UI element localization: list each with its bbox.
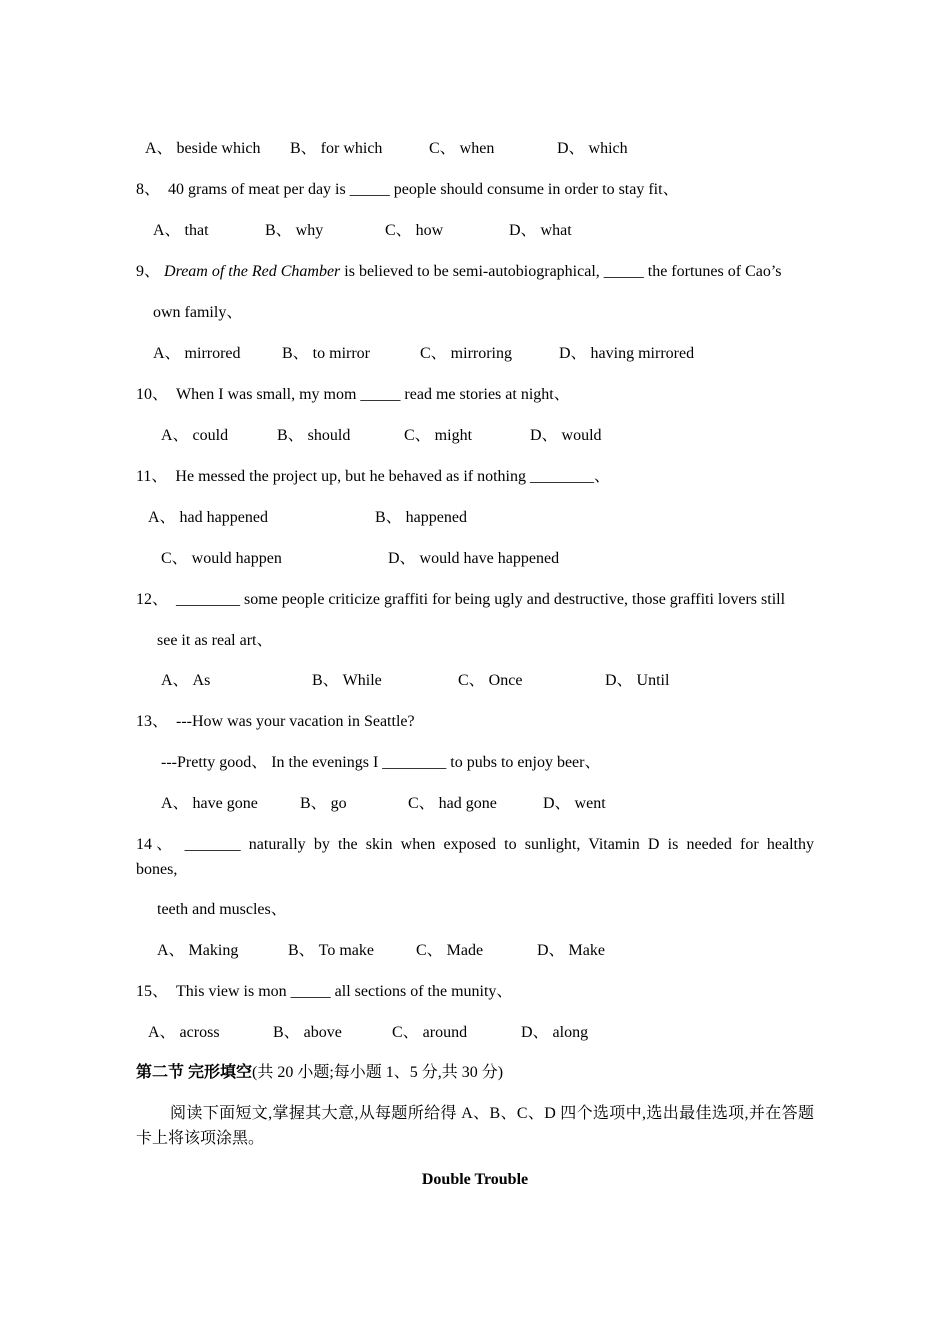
q9-book-title: Dream of the Red Chamber [164, 263, 341, 280]
q14-stem: 14、 _______ naturally by the skin when exposed to sunlight, Vitamin D is needed for healthy [136, 836, 814, 853]
q10-option-c: C、 might [404, 427, 473, 444]
q7-option-d: D、 which [557, 140, 628, 157]
q14-stem-line3: teeth and muscles、 [157, 901, 287, 918]
q14-stem-line2: bones, [136, 861, 178, 878]
q9-stem-rest: is believed to be semi-autobiographical, _____ the fortunes of Cao’s [340, 263, 782, 280]
q7-option-a: A、 beside which [145, 140, 261, 157]
q12-option-c: C、 Once [458, 672, 523, 689]
q13-option-c: C、 had gone [408, 795, 497, 812]
q14-option-d: D、 Make [537, 942, 605, 959]
section2-heading-bold: 第二节 完形填空 [136, 1064, 253, 1081]
section2-heading [136, 1063, 503, 1083]
passage-title: Double Trouble [421, 1171, 529, 1188]
q9-option-b: B、 to mirror [282, 345, 370, 362]
q10-option-d: D、 would [530, 427, 602, 444]
q14-option-c: C、 Made [416, 942, 484, 959]
q8-option-c: C、 how [385, 222, 444, 239]
q8-option-d: D、 what [509, 222, 572, 239]
q11-stem: 11、 He messed the project up, but he behaved as if nothing ________、 [136, 468, 610, 485]
q13-stem: 13、 ---How was your vacation in Seattle? [136, 713, 415, 730]
q12-option-a: A、 As [161, 672, 211, 689]
q12-option-d: D、 Until [605, 672, 670, 689]
q10-option-a: A、 could [161, 427, 229, 444]
section2-instructions: 阅读下面短文,掌握其大意,从每题所给得 A、B、C、D 四个选项中,选出最佳选项,并在答题卡上将该项涂黑。 [136, 1105, 814, 1147]
q13-stem-line2: ---Pretty good、 In the evenings I ________ to pubs to enjoy beer、 [161, 754, 601, 771]
q13-option-d: D、 went [543, 795, 606, 812]
q9-option-d: D、 having mirrored [559, 345, 695, 362]
q9-number: 9、 [136, 263, 165, 280]
q15-option-d: D、 along [521, 1024, 589, 1041]
q12-stem-line2: see it as real art、 [157, 632, 273, 649]
q7-option-c: C、 when [429, 140, 495, 157]
q15-option-a: A、 across [148, 1024, 220, 1041]
section2-heading-rest: (共 20 小题;每小题 1、5 分,共 30 分) [252, 1064, 504, 1081]
q14-option-b: B、 To make [288, 942, 374, 959]
q15-option-c: C、 around [392, 1024, 468, 1041]
q11-option-d: D、 would have happened [388, 550, 560, 567]
q13-option-b: B、 go [300, 795, 347, 812]
q9-stem [136, 262, 782, 282]
q10-stem: 10、 When I was small, my mom _____ read me stories at night、 [136, 386, 570, 403]
q9-option-c: C、 mirroring [420, 345, 512, 362]
q12-stem: 12、 ________ some people criticize graffiti for being ugly and destructive, those graffiti lovers still [136, 591, 786, 608]
q8-option-b: B、 why [265, 222, 324, 239]
q9-stem-line2: own family、 [153, 304, 243, 321]
q11-option-a: A、 had happened [148, 509, 268, 526]
q8-stem: 8、 40 grams of meat per day is _____ people should consume in order to stay fit、 [136, 181, 679, 198]
q11-option-b: B、 happened [375, 509, 467, 526]
q15-option-b: B、 above [273, 1024, 342, 1041]
q14-option-a: A、 Making [157, 942, 239, 959]
q15-stem: 15、 This view is mon _____ all sections of the munity、 [136, 983, 513, 1000]
q9-option-a: A、 mirrored [153, 345, 241, 362]
q8-option-a: A、 that [153, 222, 209, 239]
q12-option-b: B、 While [312, 672, 382, 689]
q11-option-c: C、 would happen [161, 550, 282, 567]
q13-option-a: A、 have gone [161, 795, 258, 812]
q7-option-b: B、 for which [290, 140, 383, 157]
q10-option-b: B、 should [277, 427, 351, 444]
